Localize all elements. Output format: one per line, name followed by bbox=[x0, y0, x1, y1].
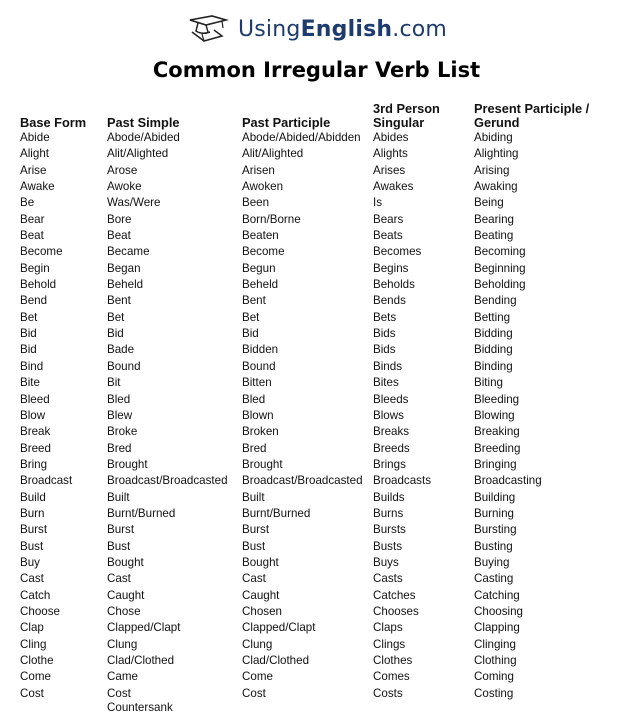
cell-past-participle: Broken bbox=[242, 425, 279, 439]
cell-third-person: Claps bbox=[373, 621, 403, 635]
table-row bbox=[20, 604, 624, 620]
logo-com: .com bbox=[392, 16, 448, 42]
cell-third-person: Buys bbox=[373, 555, 399, 569]
cell-past-simple: Clad/Clothed bbox=[107, 654, 175, 667]
cell-third-person: Beholds bbox=[373, 278, 415, 292]
table-row bbox=[20, 588, 624, 604]
cell-past-simple: Caught bbox=[107, 588, 145, 602]
cell-past-participle: Beheld bbox=[242, 278, 279, 292]
cell-base-form: Come bbox=[20, 670, 51, 684]
header-third-line1: 3rd Person bbox=[373, 101, 440, 116]
cell-third-person: Builds bbox=[373, 490, 405, 504]
cell-present-participle: Betting bbox=[474, 310, 511, 324]
table-row bbox=[20, 359, 624, 375]
table-row bbox=[20, 261, 624, 277]
cell-base-form: Clothe bbox=[20, 654, 54, 667]
cell-present-participle: Casting bbox=[474, 572, 514, 586]
cell-base-form: Bring bbox=[20, 457, 48, 471]
table-row bbox=[20, 441, 624, 457]
cell-base-form: Bid bbox=[20, 343, 37, 357]
cell-present-participle: Beating bbox=[474, 229, 514, 243]
cell-base-form: Break bbox=[20, 425, 51, 439]
cell-present-participle: Burning bbox=[474, 506, 514, 520]
cell-past-simple: Came bbox=[107, 670, 138, 684]
cell-third-person: Burns bbox=[373, 506, 404, 520]
cell-third-person: Blows bbox=[373, 408, 404, 422]
graduation-cap-book-icon bbox=[186, 14, 230, 44]
cell-base-form: Alight bbox=[20, 147, 50, 161]
table-row bbox=[20, 473, 624, 489]
table-row bbox=[20, 277, 624, 293]
cell-past-simple: Bled bbox=[107, 392, 131, 406]
cell-base-form: Behold bbox=[20, 278, 57, 292]
cell-past-simple: Became bbox=[107, 245, 150, 259]
table-row bbox=[20, 293, 624, 309]
header-past-participle: Past Participle bbox=[242, 115, 331, 130]
table-row bbox=[20, 506, 624, 522]
cell-past-simple: Burnt/Burned bbox=[107, 506, 176, 520]
cell-third-person: Comes bbox=[373, 670, 410, 684]
cell-base-form: Catch bbox=[20, 588, 51, 602]
cell-third-person: Is bbox=[373, 196, 383, 210]
cell-past-simple: Chose bbox=[107, 604, 141, 618]
cell-past-simple: Bought bbox=[107, 555, 144, 569]
cell-base-form: Bet bbox=[20, 310, 38, 324]
cell-past-participle: Burnt/Burned bbox=[242, 506, 311, 520]
header-present-line1: Present Participle / bbox=[474, 101, 590, 116]
cell-past-participle: Bent bbox=[242, 294, 266, 308]
cell-base-form: Beat bbox=[20, 229, 44, 243]
cell-base-form: Breed bbox=[20, 441, 51, 455]
cell-third-person: Beats bbox=[373, 229, 403, 243]
cell-past-simple: Bet bbox=[107, 310, 125, 324]
cell-base-form: Begin bbox=[20, 261, 50, 275]
cell-base-form: Blow bbox=[20, 408, 46, 422]
cell-third-person: Bites bbox=[373, 376, 399, 390]
cell-third-person: Binds bbox=[373, 359, 403, 373]
cell-past-simple: Bust bbox=[107, 539, 131, 553]
cell-base-form: Choose bbox=[20, 604, 60, 618]
cell-past-participle: Bid bbox=[242, 327, 259, 341]
cell-present-participle: Clothing bbox=[474, 654, 517, 667]
cell-past-simple: Bit bbox=[107, 376, 121, 390]
cell-present-participle: Bearing bbox=[474, 212, 514, 226]
table-row bbox=[20, 686, 624, 702]
cell-past-participle: Caught bbox=[242, 588, 280, 602]
cell-present-participle: Busting bbox=[474, 539, 513, 553]
table-row bbox=[20, 392, 624, 408]
header-past-simple: Past Simple bbox=[107, 115, 180, 130]
cell-past-simple: Bid bbox=[107, 327, 124, 341]
cell-third-person: Bleeds bbox=[373, 392, 409, 406]
table-row bbox=[20, 342, 624, 358]
cell-past-simple: Clapped/Clapt bbox=[107, 621, 181, 635]
cell-past-participle: Broadcast/Broadcasted bbox=[242, 474, 363, 488]
cell-third-person: Bears bbox=[373, 212, 404, 226]
cell-past-participle: Burst bbox=[242, 523, 270, 537]
cell-past-simple: Burst bbox=[107, 523, 135, 537]
cell-past-simple: Arose bbox=[107, 163, 138, 177]
table-row bbox=[20, 212, 624, 228]
cell-present-participle: Being bbox=[474, 196, 504, 210]
cell-third-person: Becomes bbox=[373, 245, 422, 259]
cell-past-participle: Blown bbox=[242, 408, 274, 422]
cell-third-person: Breeds bbox=[373, 441, 410, 455]
cell-base-form: Clap bbox=[20, 621, 44, 635]
cell-past-simple: Bore bbox=[107, 212, 132, 226]
cell-present-participle: Biting bbox=[474, 376, 504, 390]
cell-base-form: Burst bbox=[20, 523, 48, 537]
cell-past-simple: Beheld bbox=[107, 278, 144, 292]
cell-base-form: Bleed bbox=[20, 392, 50, 406]
table-row bbox=[20, 522, 624, 538]
cell-present-participle: Bidding bbox=[474, 343, 513, 357]
cell-past-participle: Become bbox=[242, 245, 285, 259]
cell-past-participle: Bet bbox=[242, 310, 260, 324]
cell-past-participle: Clapped/Clapt bbox=[242, 621, 316, 635]
cell-present-participle: Breaking bbox=[474, 425, 520, 439]
cell-past-simple: Brought bbox=[107, 457, 148, 471]
cell-empty bbox=[20, 702, 107, 714]
cell-past-participle: Born/Borne bbox=[242, 212, 301, 226]
table-row bbox=[20, 669, 624, 685]
logo-english: English bbox=[300, 16, 393, 42]
table-row bbox=[20, 555, 624, 571]
cell-present-participle: Clapping bbox=[474, 621, 520, 635]
header-base-form: Base Form bbox=[20, 115, 87, 130]
cell-base-form: Bind bbox=[20, 359, 44, 373]
cell-past-participle: Cast bbox=[242, 572, 266, 586]
table-row bbox=[20, 637, 624, 653]
table-row bbox=[20, 620, 624, 636]
cell-third-person: Bends bbox=[373, 294, 406, 308]
cell-base-form: Build bbox=[20, 490, 46, 504]
cell-past-simple: Bade bbox=[107, 343, 135, 357]
table-row bbox=[20, 539, 624, 555]
table-body bbox=[20, 130, 624, 714]
cell-base-form: Buy bbox=[20, 555, 40, 569]
cell-present-participle: Bidding bbox=[474, 327, 513, 341]
cell-past-simple: Clung bbox=[107, 637, 138, 651]
cell-present-participle: Breeding bbox=[474, 441, 521, 455]
header-present-participle bbox=[474, 98, 624, 130]
cell-base-form: Arise bbox=[20, 163, 47, 177]
cell-present-participle: Beholding bbox=[474, 278, 526, 292]
cell-present-participle: Becoming bbox=[474, 245, 526, 259]
table-row bbox=[20, 146, 624, 162]
table-row bbox=[20, 163, 624, 179]
cell-base-form: Burn bbox=[20, 506, 45, 520]
table-header-row bbox=[20, 98, 624, 130]
cell-past-participle: Chosen bbox=[242, 604, 282, 618]
table-row bbox=[20, 571, 624, 587]
cell-third-person: Chooses bbox=[373, 604, 419, 618]
site-logo bbox=[0, 14, 633, 44]
cell-past-simple: Built bbox=[107, 490, 130, 504]
logo-using: Using bbox=[237, 16, 301, 42]
cell-past-simple: Bent bbox=[107, 294, 131, 308]
cell-present-participle: Bursting bbox=[474, 523, 517, 537]
cell-cutoff-text: Countersank bbox=[107, 702, 173, 714]
cell-third-person: Casts bbox=[373, 572, 403, 586]
cell-past-participle: Clung bbox=[242, 637, 273, 651]
cell-present-participle: Bending bbox=[474, 294, 517, 308]
cell-past-simple: Blew bbox=[107, 408, 133, 422]
cell-past-simple: Began bbox=[107, 261, 141, 275]
cell-present-participle: Beginning bbox=[474, 261, 526, 275]
table-row bbox=[20, 195, 624, 211]
table-row-cutoff bbox=[20, 702, 624, 714]
cell-past-participle: Bust bbox=[242, 539, 266, 553]
cell-past-participle: Clad/Clothed bbox=[242, 654, 310, 667]
cell-third-person: Busts bbox=[373, 539, 402, 553]
cell-third-person: Bets bbox=[373, 310, 397, 324]
cell-past-participle: Brought bbox=[242, 457, 283, 471]
cell-past-simple: Cast bbox=[107, 572, 131, 586]
cell-present-participle: Blowing bbox=[474, 408, 515, 422]
cell-present-participle: Binding bbox=[474, 359, 513, 373]
cell-present-participle: Broadcasting bbox=[474, 474, 542, 488]
cell-base-form: Bite bbox=[20, 376, 40, 390]
cell-past-participle: Beaten bbox=[242, 229, 279, 243]
page-title: Common Irregular Verb List bbox=[152, 58, 481, 82]
cell-past-participle: Bred bbox=[242, 441, 267, 455]
verb-table bbox=[20, 98, 624, 714]
cell-past-participle: Bidden bbox=[242, 343, 279, 357]
cell-present-participle: Awaking bbox=[474, 180, 518, 194]
cell-past-participle: Been bbox=[242, 196, 270, 210]
cell-past-simple: Was/Were bbox=[107, 196, 161, 210]
cell-present-participle: Buying bbox=[474, 555, 510, 569]
cell-past-simple: Broadcast/Broadcasted bbox=[107, 474, 228, 488]
cell-present-participle: Building bbox=[474, 490, 516, 504]
cell-past-simple: Bred bbox=[107, 441, 132, 455]
cell-base-form: Cost bbox=[20, 686, 44, 700]
cell-past-simple: Beat bbox=[107, 229, 131, 243]
cell-past-participle: Bound bbox=[242, 359, 276, 373]
table-row bbox=[20, 408, 624, 424]
cell-third-person: Begins bbox=[373, 261, 409, 275]
cell-present-participle: Coming bbox=[474, 670, 514, 684]
cell-third-person: Clings bbox=[373, 637, 406, 651]
cell-present-participle: Bleeding bbox=[474, 392, 520, 406]
cell-past-participle: Built bbox=[242, 490, 265, 504]
cell-third-person: Arises bbox=[373, 163, 406, 177]
cell-past-simple: Cost bbox=[107, 686, 131, 700]
cell-past-participle: Begun bbox=[242, 261, 276, 275]
cell-past-simple: Awoke bbox=[107, 180, 142, 194]
cell-base-form: Broadcast bbox=[20, 474, 73, 488]
table-row bbox=[20, 310, 624, 326]
cell-base-form: Bid bbox=[20, 327, 37, 341]
table-row bbox=[20, 424, 624, 440]
table-row bbox=[20, 130, 624, 146]
cell-past-participle: Bitten bbox=[242, 376, 272, 390]
header-present-line2: Gerund bbox=[474, 115, 520, 130]
cell-third-person: Awakes bbox=[373, 180, 414, 194]
cell-base-form: Bust bbox=[20, 539, 44, 553]
cell-past-simple: Broke bbox=[107, 425, 138, 439]
cell-base-form: Cast bbox=[20, 572, 44, 586]
table-row bbox=[20, 326, 624, 342]
cell-present-participle: Choosing bbox=[474, 604, 523, 618]
cell-present-participle: Alighting bbox=[474, 147, 519, 161]
cell-third-person: Bursts bbox=[373, 523, 406, 537]
cell-past-participle: Cost bbox=[242, 686, 266, 700]
cell-past-participle: Awoken bbox=[242, 180, 284, 194]
cell-base-form: Awake bbox=[20, 180, 55, 194]
cell-base-form: Cling bbox=[20, 637, 47, 651]
cell-present-participle: Abiding bbox=[474, 131, 513, 144]
cell-past-participle: Bled bbox=[242, 392, 266, 406]
header-third-person bbox=[373, 98, 474, 130]
cell-base-form: Bear bbox=[20, 212, 45, 226]
cell-third-person: Abides bbox=[373, 131, 409, 144]
table-row bbox=[20, 457, 624, 473]
cell-third-person: Alights bbox=[373, 147, 408, 161]
table-row bbox=[20, 375, 624, 391]
cell-third-person: Breaks bbox=[373, 425, 410, 439]
cell-present-participle: Catching bbox=[474, 588, 520, 602]
cell-past-participle: Come bbox=[242, 670, 273, 684]
cell-third-person: Clothes bbox=[373, 654, 413, 667]
table-row bbox=[20, 653, 624, 669]
cell-present-participle: Arising bbox=[474, 163, 510, 177]
cell-third-person: Costs bbox=[373, 686, 403, 700]
cell-past-simple: Alit/Alighted bbox=[107, 147, 169, 161]
cell-past-simple: Bound bbox=[107, 359, 141, 373]
cell-base-form: Become bbox=[20, 245, 63, 259]
cell-third-person: Brings bbox=[373, 457, 406, 471]
cell-base-form: Abide bbox=[20, 131, 50, 144]
cell-present-participle: Bringing bbox=[474, 457, 517, 471]
cell-present-participle: Costing bbox=[474, 686, 514, 700]
cell-past-participle: Arisen bbox=[242, 163, 275, 177]
cell-third-person: Catches bbox=[373, 588, 416, 602]
cell-third-person: Bids bbox=[373, 327, 396, 341]
cell-past-participle: Abode/Abided/Abidden bbox=[242, 131, 361, 144]
cell-third-person: Bids bbox=[373, 343, 396, 357]
header-third-line2: Singular bbox=[373, 115, 425, 130]
cell-base-form: Be bbox=[20, 196, 35, 210]
table-row bbox=[20, 228, 624, 244]
logo-wordmark bbox=[238, 17, 447, 42]
table-row bbox=[20, 244, 624, 260]
cell-base-form: Bend bbox=[20, 294, 48, 308]
cell-third-person: Broadcasts bbox=[373, 474, 431, 488]
table-row bbox=[20, 490, 624, 506]
cell-present-participle: Clinging bbox=[474, 637, 516, 651]
cell-past-participle: Bought bbox=[242, 555, 279, 569]
cell-past-participle: Alit/Alighted bbox=[242, 147, 304, 161]
cell-past-simple: Abode/Abided bbox=[107, 131, 180, 144]
table-row bbox=[20, 179, 624, 195]
